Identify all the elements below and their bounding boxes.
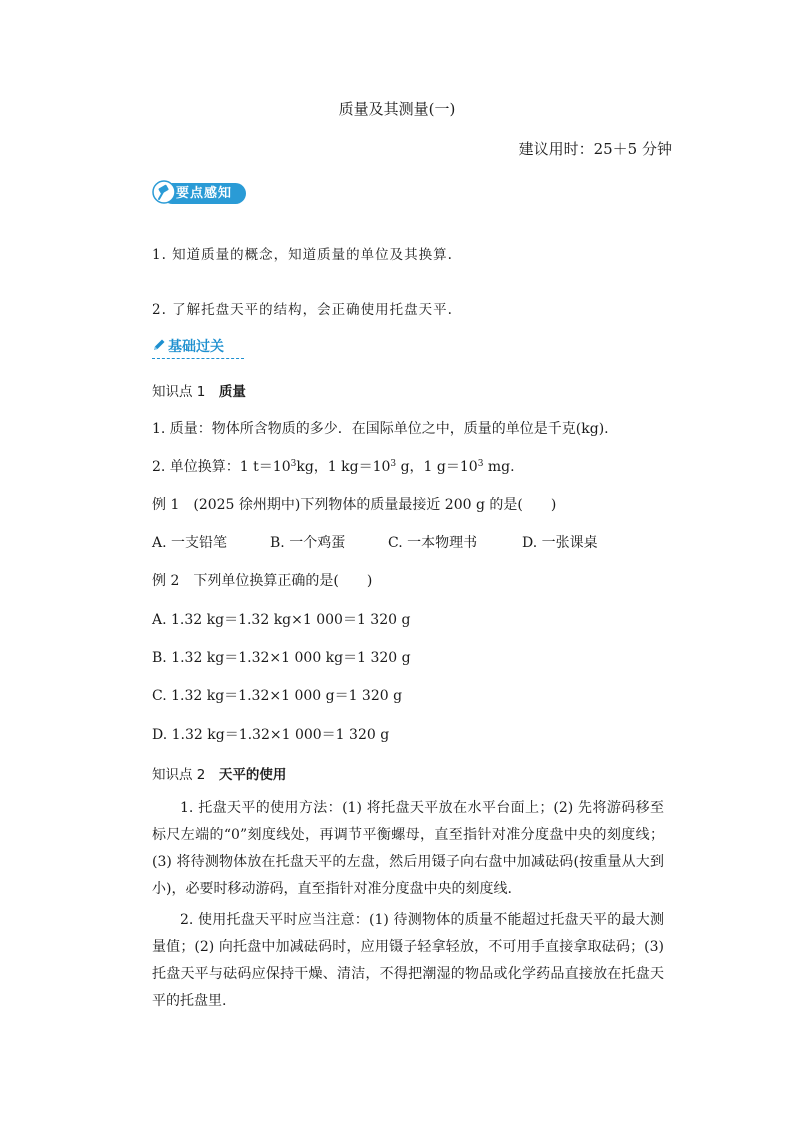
- example-1-options: [152, 532, 598, 552]
- exponent-3: 3: [477, 459, 484, 469]
- kp1-name: 质量: [218, 384, 246, 400]
- balance-usage-notes: 2. 使用托盘天平时应当注意：(1) 待测物体的质量不能超过托盘天平的最大测量值；(2) 向托盘中加减砝码时，应用镊子轻拿轻放，不可用手直接拿取砝码；(3) 托盘天平与砝码应保持干燥、清洁，不得把潮湿的物品或化学药品直接放在托盘天平的托盘里.: [152, 912, 664, 1009]
- example-1-option-d: D. 一张课桌: [522, 535, 598, 551]
- key-points-badge-label: 要点感知: [162, 183, 246, 204]
- example-2-option-c: C. 1.32 kg＝1.32×1 000 g＝1 320 g: [152, 688, 403, 704]
- kp2-label: 知识点 2: [152, 767, 206, 783]
- key-point-2: 2. 了解托盘天平的结构，会正确使用托盘天平.: [152, 302, 453, 318]
- suggested-time: 建议用时：25＋5 分钟: [518, 140, 672, 158]
- pencil-icon: [152, 338, 166, 352]
- example-2-option-b: B. 1.32 kg＝1.32×1 000 kg＝1 320 g: [152, 650, 411, 666]
- pushpin-icon: [152, 180, 178, 206]
- basics-section-heading: [152, 336, 224, 360]
- balance-usage-method: 1. 托盘天平的使用方法：(1) 将托盘天平放在水平台面上；(2) 先将游码移至标尺左端的“0”刻度线处，再调节平衡螺母，直至指针对准分度盘中央的刻度线；(3) 将待测物体放在托盘天平的左盘，然后用镊子向右盘中加减砝码(按重量从大到小)，必要时移动游码，直至指针对准分度盘中央的刻度线.: [152, 800, 664, 897]
- example-1-stem: 例 1 (2025 徐州期中)下列物体的质量最接近 200 g 的是( ): [152, 497, 557, 513]
- heading-underline: [152, 358, 244, 359]
- kp1-item-1: 1. 质量：物体所含物质的多少．在国际单位之中，质量的单位是千克(kg).: [152, 421, 609, 437]
- page-title: 质量及其测量(一): [338, 100, 456, 118]
- kp1-label: 知识点 1: [152, 384, 206, 400]
- example-2-option-d: D. 1.32 kg＝1.32×1 000＝1 320 g: [152, 727, 390, 743]
- example-1-option-c: C. 一本物理书: [388, 535, 478, 551]
- exponent-2: 3: [390, 459, 397, 469]
- kp2-name: 天平的使用: [218, 767, 287, 783]
- key-points-badge: [152, 180, 248, 206]
- exponent-1: 3: [290, 459, 297, 469]
- example-1-option-b: B. 一个鸡蛋: [270, 535, 346, 551]
- key-point-1: 1. 知道质量的概念，知道质量的单位及其换算.: [152, 247, 453, 263]
- kp1-item-2: [152, 456, 515, 476]
- knowledge-point-2: [152, 763, 286, 783]
- example-2-stem: 例 2 下列单位换算正确的是( ): [152, 573, 373, 589]
- example-1-option-a: A. 一支铅笔: [152, 535, 228, 551]
- example-2-option-a: A. 1.32 kg＝1.32 kg×1 000＝1 320 g: [152, 612, 411, 628]
- unit-text-1: 2. 单位换算：1 t＝10: [152, 459, 291, 475]
- unit-text-3: g，1 g＝10: [396, 459, 478, 475]
- basics-heading-text: 基础过关: [168, 339, 224, 355]
- unit-text-2: kg，1 kg＝10: [296, 459, 391, 475]
- knowledge-point-1: [152, 380, 246, 400]
- unit-text-4: mg.: [483, 459, 515, 475]
